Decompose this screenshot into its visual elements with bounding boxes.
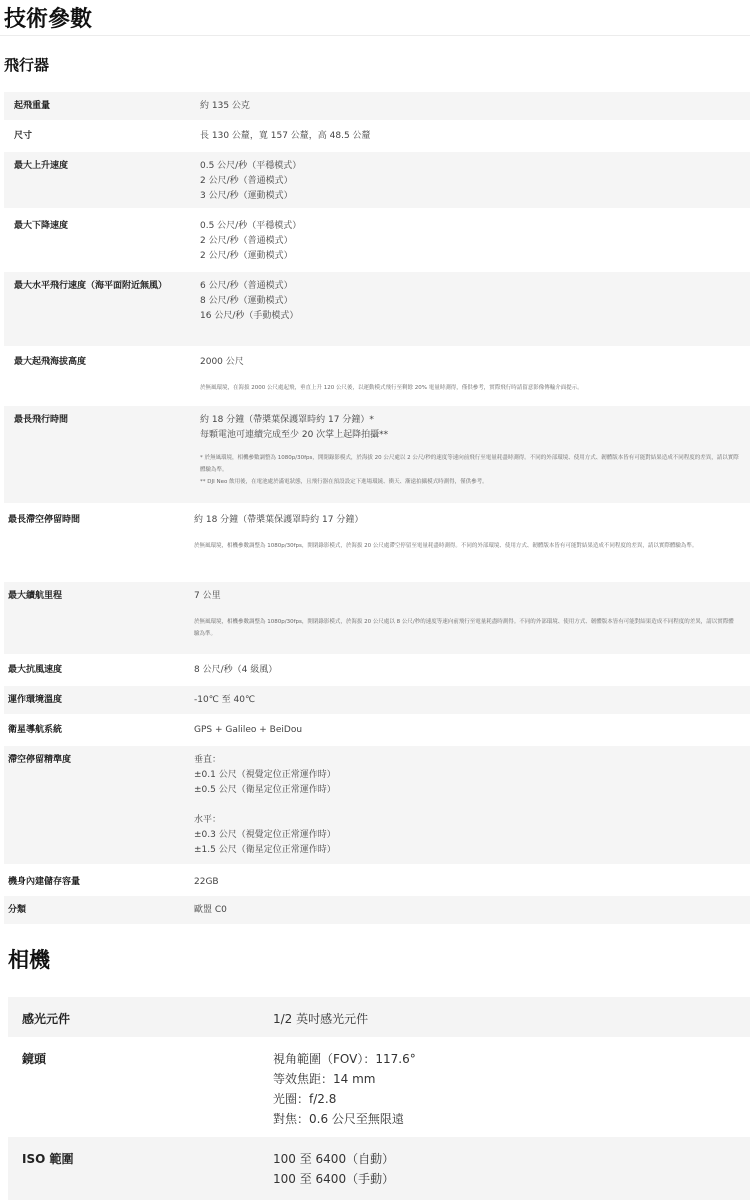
- camera-spec-value: [273, 1009, 368, 1029]
- spec-value: [200, 355, 740, 370]
- camera-spec-label: ISO 範圍: [22, 1152, 74, 1166]
- section-title-aircraft: 飛行器: [4, 56, 50, 74]
- spec-value-line: 長 130 公釐，寬 157 公釐，高 48.5 公釐: [200, 131, 371, 141]
- spec-value-line: 3 公尺/秒（運動模式）: [200, 191, 293, 201]
- spec-value-line: 水平：: [194, 815, 222, 825]
- spec-value-line: ±1.5 公尺（衛星定位正常運作時）: [194, 845, 336, 855]
- spec-value-line: 2 公尺/秒（運動模式）: [200, 251, 293, 261]
- spec-label: 機身內建儲存容量: [8, 877, 81, 887]
- spec-value-line: ±0.3 公尺（視覺定位正常運作時）: [194, 830, 336, 840]
- spec-row: [4, 406, 750, 503]
- spec-value-line: 6 公尺/秒（普通模式）: [200, 281, 293, 291]
- spec-label: 最長滯空停留時間: [8, 515, 81, 525]
- spec-value-line: ±0.5 公尺（衛星定位正常運作時）: [194, 785, 336, 795]
- spec-row: [4, 868, 750, 894]
- spec-value-line: -10℃ 至 40℃: [194, 695, 256, 705]
- camera-spec-label: 鏡頭: [22, 1052, 47, 1066]
- spec-value-line: 22GB: [194, 877, 219, 887]
- spec-label: 衛星導航系統: [8, 725, 63, 735]
- camera-spec-value: [273, 1149, 394, 1189]
- camera-spec-value: [273, 1049, 416, 1129]
- camera-spec-value-line: 1/2 英吋感光元件: [273, 1012, 369, 1026]
- camera-spec-row: [8, 1037, 750, 1135]
- spec-row: [4, 92, 750, 120]
- spec-value-line: 8 公尺/秒（運動模式）: [200, 296, 293, 306]
- spec-value-line: 垂直：: [194, 755, 222, 765]
- spec-value: [194, 875, 734, 890]
- spec-label: 起飛重量: [14, 101, 51, 111]
- camera-spec-value-line: 光圈：f/2.8: [273, 1092, 337, 1106]
- spec-label: 運作環境溫度: [8, 695, 63, 705]
- spec-label: 最大水平飛行速度（海平面附近無風）: [14, 281, 168, 291]
- spec-value: [200, 279, 740, 324]
- spec-value-line: 0.5 公尺/秒（平穩模式）: [200, 161, 302, 171]
- spec-value-line: 2 公尺/秒（普通模式）: [200, 236, 293, 246]
- spec-value: [194, 903, 734, 918]
- spec-footnote: 於無風環境，相機參數調整為 1080p/30fps，開閉錄影模式，於海拔 20 公尺處以 8 公尺/秒的速度等速向前飛行至電量耗盡時測得。不同的外部環境、使用方式、韌體版本皆有可能對結果造成不同程度的差異，請以實際體驗為準。: [194, 619, 734, 637]
- spec-footnote: 於無風環境，在海拔 2000 公尺處起飛，垂直上升 120 公尺後，以運動模式飛行至剩餘 20% 電量時測得，僅供參考，實際飛行時請留意影像傳輸介面提示。: [200, 385, 583, 391]
- spec-row: [4, 716, 750, 744]
- spec-label: 最大上升速度: [14, 161, 69, 171]
- spec-value-line: 8 公尺/秒（4 級風）: [194, 665, 278, 675]
- spec-value-line: 約 18 分鐘（帶槳葉保護罩時約 17 分鐘）: [194, 515, 364, 525]
- spec-row: [4, 746, 750, 864]
- spec-row: [4, 348, 750, 402]
- spec-value: [200, 129, 740, 144]
- spec-value: [194, 723, 734, 738]
- spec-value-line: 2000 公尺: [200, 357, 244, 367]
- spec-row: [4, 212, 750, 268]
- camera-spec-value-line: 對焦：0.6 公尺至無限遠: [273, 1112, 404, 1126]
- camera-spec-row: [8, 1137, 750, 1200]
- spec-row: [4, 582, 750, 654]
- spec-footnote: 於無風環境，相機參數調整為 1080p/30fps，開閉錄影模式，於海拔 20 公尺處滯空停留至電量耗盡時測得。不同的外部環境、使用方式、韌體版本皆有可能對結果造成不同程度的差異，請以實際體驗為準。: [194, 543, 698, 549]
- spec-label: 最大續航里程: [8, 591, 63, 601]
- spec-value: [200, 99, 740, 114]
- spec-value: [200, 159, 740, 204]
- spec-value-line: GPS + Galileo + BeiDou: [194, 725, 303, 735]
- camera-spec-label: 感光元件: [22, 1012, 71, 1026]
- spec-row: [4, 686, 750, 714]
- spec-row: [4, 152, 750, 208]
- title-divider: [0, 35, 750, 36]
- spec-value-line: 歐盟 C0: [194, 905, 227, 915]
- spec-value-line: 0.5 公尺/秒（平穩模式）: [200, 221, 302, 231]
- camera-spec-value-line: 視角範圍（FOV）：117.6°: [273, 1052, 416, 1066]
- spec-value: [194, 663, 734, 678]
- spec-value-line: 每顆電池可連續完成至少 20 次掌上起降拍攝**: [200, 430, 389, 440]
- spec-label: 分類: [8, 905, 27, 915]
- spec-value-line: 7 公里: [194, 591, 221, 601]
- spec-row: [4, 506, 750, 578]
- spec-value-line: 約 135 公克: [200, 101, 250, 111]
- camera-spec-value-line: 等效焦距：14 mm: [273, 1072, 376, 1086]
- spec-row: [4, 896, 750, 924]
- spec-value: [194, 753, 734, 858]
- camera-spec-value-line: 100 至 6400（手動）: [273, 1172, 395, 1186]
- spec-label: 尺寸: [14, 131, 33, 141]
- spec-value: [194, 589, 734, 604]
- spec-label: 最大抗風速度: [8, 665, 63, 675]
- spec-row: [4, 656, 750, 684]
- spec-value: [200, 219, 740, 264]
- spec-value-line: [194, 798, 734, 813]
- spec-value: [200, 413, 740, 443]
- spec-row: [4, 122, 750, 148]
- spec-row: [4, 272, 750, 346]
- spec-value-line: 2 公尺/秒（普通模式）: [200, 176, 293, 186]
- page-title: 技術參數: [4, 7, 93, 32]
- spec-footnote: * 於無風環境，相機參數調整為 1080p/30fps，開閉錄影模式，於海拔 20 公尺處以 2 公尺/秒的速度等速向前飛行至電量耗盡時測得。不同的外部環境、使用方式、韌體版本皆有可能對結果造成不同程度的差異，請以實際體驗為準。 ** DJI Neo 飲用後，在電池處於滿電狀態，且飛行器在預設設定下進場環繞、衝天、漸遠拍攝模式時測得，僅供參考。: [200, 455, 739, 485]
- section-title-camera: 相機: [8, 948, 50, 972]
- spec-label: 最大起飛海拔高度: [14, 357, 87, 367]
- spec-value-line: 約 18 分鐘（帶槳葉保護罩時約 17 分鐘）*: [200, 415, 374, 425]
- spec-value: [194, 513, 734, 528]
- spec-label: 滯空停留精準度: [8, 755, 72, 765]
- camera-spec-value-line: 100 至 6400（自動）: [273, 1152, 395, 1166]
- spec-value-line: 16 公尺/秒（手動模式）: [200, 311, 299, 321]
- spec-value-line: ±0.1 公尺（視覺定位正常運作時）: [194, 770, 336, 780]
- camera-spec-row: [8, 997, 750, 1037]
- spec-label: 最大下降速度: [14, 221, 69, 231]
- spec-value: [194, 693, 734, 708]
- spec-label: 最長飛行時間: [14, 415, 69, 425]
